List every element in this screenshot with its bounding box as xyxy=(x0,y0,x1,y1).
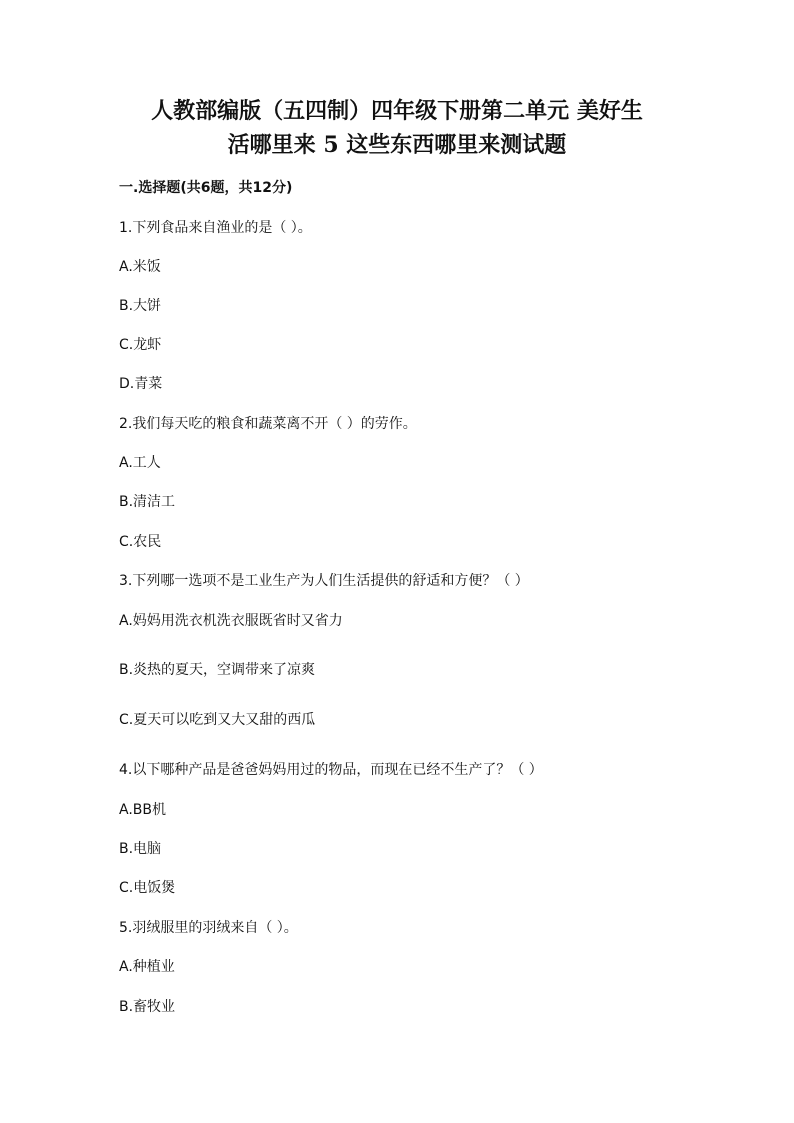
question-2-option-a: A.工人 xyxy=(119,455,161,471)
question-1-option-c: C.龙虾 xyxy=(119,337,162,353)
section-heading: 一.选择题(共6题，共12分) xyxy=(119,180,293,196)
question-1-option-a: A.米饭 xyxy=(119,259,161,275)
question-3-option-b: B.炎热的夏天，空调带来了凉爽 xyxy=(119,662,316,678)
question-1-option-b: B.大饼 xyxy=(119,298,162,314)
question-2-option-c: C.农民 xyxy=(119,534,162,550)
question-5-option-a: A.种植业 xyxy=(119,959,175,975)
question-5-stem: 5.羽绒服里的羽绒来自（ ）。 xyxy=(119,920,298,936)
question-2-stem: 2.我们每天吃的粮食和蔬菜离不开（ ）的劳作。 xyxy=(119,416,417,432)
question-3-option-a: A.妈妈用洗衣机洗衣服既省时又省力 xyxy=(119,613,343,629)
document-title-line-1: 人教部编版（五四制）四年级下册第二单元 美好生 xyxy=(151,98,643,124)
question-2-option-b: B.清洁工 xyxy=(119,494,176,510)
question-4-stem: 4.以下哪种产品是爸爸妈妈用过的物品，而现在已经不生产了？（ ） xyxy=(119,762,543,778)
question-3-stem: 3.下列哪一选项不是工业生产为人们生活提供的舒适和方便？（ ） xyxy=(119,573,529,589)
question-1-stem: 1.下列食品来自渔业的是（ ）。 xyxy=(119,220,312,236)
question-1-option-d: D.青菜 xyxy=(119,376,163,392)
document-title-line-2: 活哪里来 5 这些东西哪里来测试题 xyxy=(227,132,567,158)
question-4-option-a: A.BB机 xyxy=(119,802,166,818)
question-4-option-b: B.电脑 xyxy=(119,841,162,857)
question-5-option-b: B.畜牧业 xyxy=(119,999,176,1015)
question-4-option-c: C.电饭煲 xyxy=(119,880,176,896)
question-3-option-c: C.夏天可以吃到又大又甜的西瓜 xyxy=(119,712,316,728)
